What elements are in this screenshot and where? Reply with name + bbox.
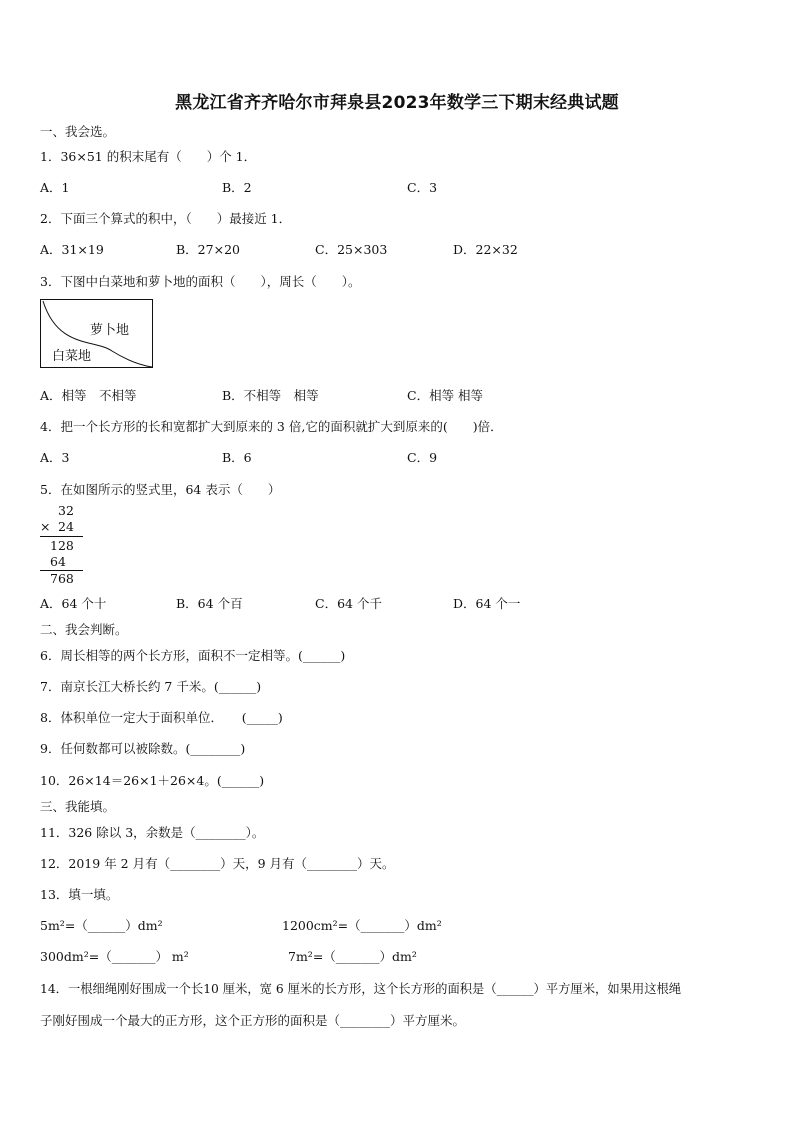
question-13-stem: 13．填一填。: [40, 887, 119, 902]
question-2-option-d[interactable]: D．22×32: [453, 242, 518, 257]
product-result: 768: [50, 571, 74, 586]
question-2-option-b[interactable]: B．27×20: [176, 242, 240, 257]
question-1-option-c[interactable]: C．3: [407, 180, 438, 195]
question-5-option-c[interactable]: C．64 个千: [315, 596, 382, 611]
question-7: 7．南京长江大桥长约 7 千米。(______): [40, 679, 262, 694]
question-5-stem: 5．在如图所示的竖式里，64 表示（ ）: [40, 482, 281, 497]
question-1-option-b[interactable]: B．2: [222, 180, 252, 195]
question-14-line-2: 子刚好围成一个最大的正方形，这个正方形的面积是（________）平方厘米。: [40, 1013, 466, 1028]
section-heading-fill: 三、我能填。: [40, 799, 116, 814]
question-3-option-c[interactable]: C．相等 相等: [407, 388, 484, 403]
question-10: 10．26×14＝26×1＋26×4。(______): [40, 773, 265, 788]
multiplicand: 32: [58, 503, 74, 518]
question-2-option-a[interactable]: A．31×19: [40, 242, 104, 257]
question-13-item-2: 1200cm²=（_______）dm²: [282, 918, 442, 933]
question-13-item-4: 7m²=（_______）dm²: [288, 949, 417, 964]
question-4-stem: 4．把一个长方形的长和宽都扩大到原来的 3 倍,它的面积就扩大到原来的( )倍．: [40, 419, 503, 434]
question-11: 11．326 除以 3，余数是（________）。: [40, 825, 265, 840]
question-3-option-b[interactable]: B．不相等 相等: [222, 388, 319, 403]
multiplier: 24: [58, 519, 74, 534]
question-5-option-a[interactable]: A．64 个十: [40, 596, 107, 611]
question-2-stem: 2．下面三个算式的积中，（ ）最接近 1．: [40, 211, 292, 226]
times-sign: ×: [40, 519, 51, 534]
question-4-option-b[interactable]: B．6: [222, 450, 252, 465]
question-1-option-a[interactable]: A．1: [40, 180, 70, 195]
question-5-option-b[interactable]: B．64 个百: [176, 596, 243, 611]
question-13-item-3: 300dm²=（_______） m²: [40, 949, 189, 964]
question-9: 9．任何数都可以被除数。(________): [40, 741, 246, 756]
partial-product-1: 128: [50, 538, 74, 553]
page-title: 黑龙江省齐齐哈尔市拜泉县2023年数学三下期末经典试题: [175, 93, 619, 113]
partial-product-2: 64: [50, 554, 66, 569]
question-14-line-1: 14．一根细绳刚好围成一个长10 厘米，宽 6 厘米的长方形，这个长方形的面积是（______）平方厘米，如果用这根绳: [40, 982, 682, 996]
section-heading-judge: 二、我会判断。: [40, 622, 128, 637]
question-8: 8．体积单位一定大于面积单位． (_____): [40, 710, 283, 725]
question-6: 6．周长相等的两个长方形，面积不一定相等。(______): [40, 648, 346, 663]
question-2-option-c[interactable]: C．25×303: [315, 242, 388, 257]
cabbage-field-label: 白菜地: [52, 349, 92, 364]
question-3-stem: 3．下图中白菜地和萝卜地的面积（ ），周长（ ）。: [40, 274, 361, 289]
question-12: 12．2019 年 2 月有（________）天，9 月有（________）天。: [40, 856, 395, 871]
calc-rule-1: [40, 536, 83, 537]
question-4-option-c[interactable]: C．9: [407, 450, 438, 465]
radish-field-label: 萝卜地: [90, 323, 130, 338]
question-13-item-1: 5m²=（______）dm²: [40, 918, 163, 933]
question-5-option-d[interactable]: D．64 个一: [453, 596, 521, 611]
vertical-multiplication: [38, 503, 98, 587]
question-1-stem: 1．36×51 的积末尾有（ ）个 1．: [40, 149, 257, 164]
section-heading-choose: 一、我会选。: [40, 124, 116, 139]
question-4-option-a[interactable]: A．3: [40, 450, 70, 465]
question-3-figure: [40, 299, 154, 369]
question-3-option-a[interactable]: A．相等 不相等: [40, 388, 137, 403]
